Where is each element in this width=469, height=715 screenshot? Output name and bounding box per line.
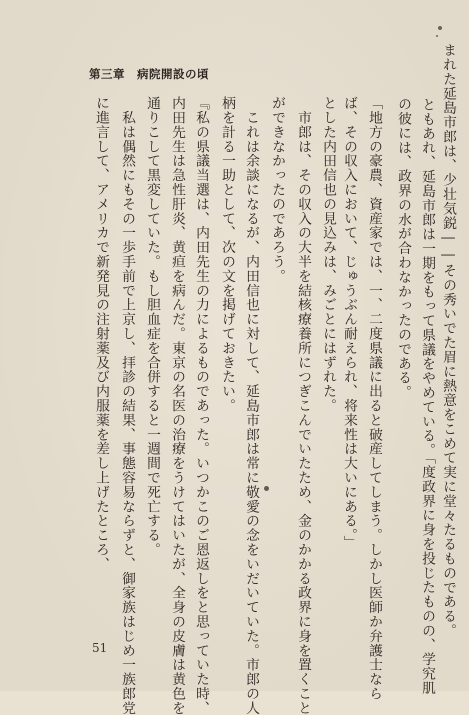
text-column-1: まれた延島市郎は、少壮気鋭――その秀いでた眉に熱意をこめて実に堂々たるものである。	[440, 43, 456, 638]
chapter-heading: 第三章 病院開設の頃	[89, 67, 209, 81]
text-column-8: ができなかったのであろう。	[269, 96, 285, 284]
page-number: 51	[92, 641, 108, 655]
margin-mark	[438, 26, 442, 30]
ink-speck	[264, 486, 269, 491]
text-column-12: 内田先生は急性肝炎、黄疸を病んだ。東京の名医の治療をうけてはいたが、全身の皮膚は黄色を	[169, 96, 185, 715]
text-column-13: 通りこして黒変していた。もし胆血症を合併すると一週間で死亡する。	[144, 96, 160, 557]
text-column-5: ば、その収入において、じゅうぶん耐えられ、将来性は大いにある。」	[341, 96, 357, 550]
text-column-9: これは余談になるが、内田信也に対して、延島市郎は常に敬愛の念をいだいていた。市郎の人	[243, 96, 259, 715]
text-column-10: 柄を計る一助として、次の文を掲げておきたい。	[219, 96, 235, 413]
text-column-11: 『私の県議当選は、内田先生の力によるものであった。いつかこのご恩返しをと思っていた時、	[193, 96, 209, 715]
text-column-3: の彼には、政界の水が合わなかったのである。	[395, 97, 411, 400]
text-column-6: とした内田信也の見込みは、みごとにはずれた。	[320, 96, 336, 413]
text-column-7: 市郎は、その収入の大半を結核療養所につぎこんでいたため、金のかかる政界に身を置くこと	[295, 96, 311, 715]
text-column-4: 「地方の豪農、資産家では、一、二度県議に出ると破産してしまう。しかし医師か弁護士なら	[366, 96, 382, 701]
text-column-2: ともあれ、延島市郎は一期をもって県議をやめている。「度政界に身を投じたものの、学究肌	[419, 83, 435, 696]
text-column-15: に進言して、アメリカで新発見の注射薬及び内服薬を差し上げたところ、	[93, 96, 109, 572]
margin-mark-small	[436, 35, 438, 37]
text-column-14: 私は偶然にもその一歩手前で上京し、拝診の結果、事態容易ならずと、御家族はじめ一族郎党	[119, 96, 135, 715]
